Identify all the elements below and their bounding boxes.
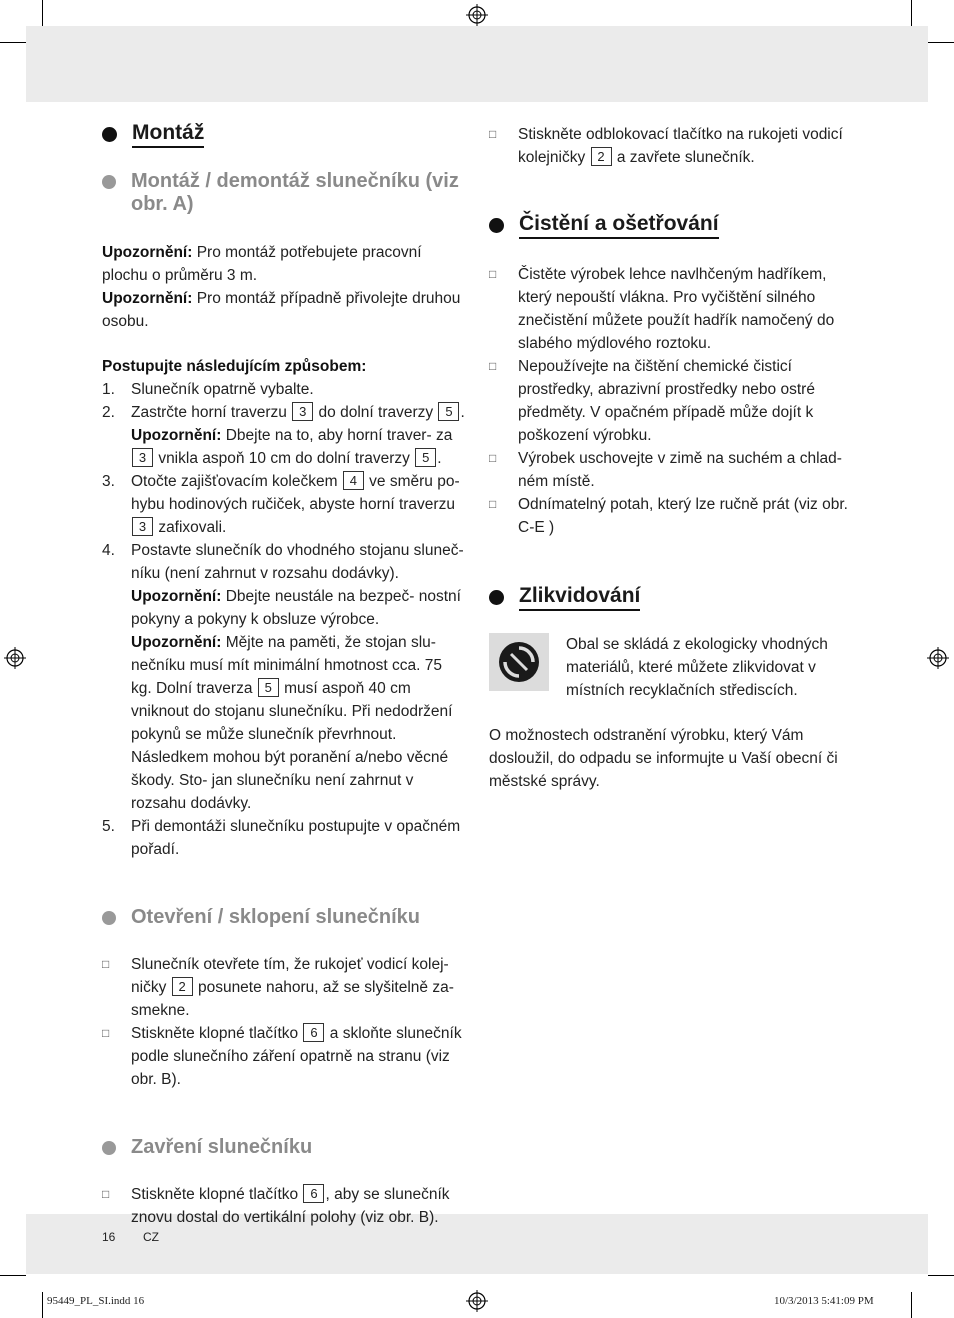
subheading-assembly: Montáž / demontáž slunečníku (viz obr. A): [102, 170, 466, 216]
note-paragraph: Upozornění: Pro montáž případně přivolejte druhou osobu.: [102, 290, 461, 330]
figure-ref-box: 6: [303, 1184, 324, 1203]
list-item: □ Stiskněte klopné tlačítko 6 a skloňte slunečník podle slunečního záření opatrně na stranu (viz obr. B).: [102, 1022, 466, 1091]
list-item: □ Nepoužívejte na čištění chemické čisticí prostředky, abrazivní prostředky nebo ostré předměty. V opačném případě může dojít k poškození výrobku.: [489, 355, 853, 447]
registration-mark-icon: [466, 4, 488, 26]
checkbox-bullet-icon: □: [102, 957, 110, 971]
crop-mark: [928, 1275, 954, 1276]
registration-mark-icon: [927, 647, 949, 669]
language-code: CZ: [143, 1230, 159, 1244]
section-heading-disposal: Zlikvidování: [489, 583, 853, 611]
checkbox-bullet-icon: □: [489, 497, 497, 511]
crop-mark: [0, 1275, 26, 1276]
bullet-dot-icon: [489, 590, 504, 605]
slug-filename: 95449_PL_SI.indd 16: [47, 1295, 145, 1307]
section-heading-assembly: Montáž: [102, 120, 466, 148]
crop-mark: [42, 0, 43, 26]
figure-ref-box: 3: [132, 517, 153, 536]
figure-ref-box: 5: [415, 448, 436, 467]
right-column: □ Stiskněte odblokovací tlačítko na rukojeti vodicí kolejničky 2 a zavřete slunečník. Čistění a ošetřování □ Čistěte výrobek lehce navlhčeným hadříkem, který nepouští vlákna. Pro vyčištění silného znečistění můžete použít hadřík namočený do slabého mýdlového roztoku. □ Nepoužívejte na čištění chemické čisticí prostředky, abrazivní prostředky nebo ostré předměty. V opačném případě může dojít k poškození výrobku. □ Výrobek uschovejte v zimě na suchém a chlad- ném místě. □ Odnímatelný potah, který lze ručně prát (viz obr. C-E ) Zlikvidování Obal se skládá z ekologicky vhodných materiálů, které můžete zlikvidovat v místních recyklačních střediscích. O možnostech odstranění výrobku, který Vám dosloužil, do odpadu se informujte u Vaší obecní či městské správy.: [489, 120, 853, 793]
subheading-open: Otevření / sklopení slunečníku: [102, 906, 466, 929]
figure-ref-box: 6: [303, 1023, 324, 1042]
checkbox-bullet-icon: □: [102, 1187, 110, 1201]
bullet-dot-icon: [102, 911, 116, 925]
procedure-title: Postupujte následujícím způsobem:: [102, 358, 367, 375]
subheading-close: Zavření slunečníku: [102, 1136, 466, 1159]
header-band: [26, 26, 928, 102]
checkbox-bullet-icon: □: [489, 359, 497, 373]
list-item: □ Stiskněte klopné tlačítko 6 , aby se slunečník znovu dostal do vertikální polohy (viz obr. B).: [102, 1183, 466, 1229]
figure-ref-box: 3: [132, 448, 153, 467]
list-item: □ Slunečník otevřete tím, že rukojeť vodicí kolej- ničky 2 posunete nahoru, až se slyšitelně za- smekne.: [102, 953, 466, 1022]
bullet-dot-icon: [489, 218, 504, 233]
registration-mark-icon: [466, 1290, 488, 1312]
list-item: □ Výrobek uschovejte v zimě na suchém a chlad- ném místě.: [489, 447, 853, 493]
registration-mark-icon: [4, 647, 26, 669]
crop-mark: [0, 42, 26, 43]
disposal-block: Obal se skládá z ekologicky vhodných materiálů, které můžete zlikvidovat v místních recyklačních střediscích.: [489, 633, 853, 702]
figure-ref-box: 5: [258, 678, 279, 697]
checkbox-bullet-icon: □: [489, 127, 497, 141]
checkbox-bullet-icon: □: [489, 451, 497, 465]
list-item: 1. Slunečník opatrně vybalte.: [102, 381, 314, 398]
section-heading-cleaning: Čistění a ošetřování: [489, 211, 853, 239]
checkbox-bullet-icon: □: [102, 1026, 110, 1040]
bullet-dot-icon: [102, 175, 116, 189]
list-item: 4. Postavte slunečník do vhodného stojanu sluneč- níku (není zahrnut v rozsahu dodávky). Upozornění: Dbejte neustále na bezpeč- nostní pokyny a pokyny k obsluze výrobce. Upozornění: Mějte na paměti, že stojan slu- nečníku musí mít minimální hmotnost cca. 75 kg. Dolní traverza 5 musí aspoň 40 cm vniknout do stojanu slunečníku. Při nedodržení pokynů se může slunečník převrhnout. Následkem mohou být poranění a/nebo věcné škody. Sto- jan slunečníku není zahrnut v rozsahu dodávky.: [102, 542, 464, 812]
figure-ref-box: 2: [591, 147, 612, 166]
page-number: 16: [102, 1230, 116, 1244]
figure-ref-box: 5: [438, 402, 459, 421]
list-item: 5. Při demontáži slunečníku postupujte v opačném pořadí.: [102, 818, 461, 858]
list-item: □ Odnímatelný potah, který lze ručně prát (viz obr. C-E ): [489, 493, 853, 539]
crop-mark: [911, 1292, 912, 1318]
note-paragraph: Upozornění: Pro montáž potřebujete pracovní plochu o průměru 3 m.: [102, 244, 422, 284]
checkbox-bullet-icon: □: [489, 267, 497, 281]
green-dot-recycling-icon: [489, 633, 549, 691]
crop-mark: [42, 1292, 43, 1318]
crop-mark: [911, 0, 912, 26]
bullet-dot-icon: [102, 1141, 116, 1155]
figure-ref-box: 4: [343, 471, 364, 490]
list-item: 2. Zastrčte horní traverzu 3 do dolní traverzy 5 . Upozornění: Dbejte na to, aby horní traver- za 3 vnikla aspoň 10 cm do dolní traverzy 5 .: [102, 404, 465, 467]
figure-ref-box: 3: [292, 402, 313, 421]
slug-timestamp: 10/3/2013 5:41:09 PM: [774, 1295, 874, 1307]
list-item: □ Čistěte výrobek lehce navlhčeným hadříkem, který nepouští vlákna. Pro vyčištění silného znečistění můžete použít hadřík namočený do slabého mýdlového roztoku.: [489, 263, 853, 355]
figure-ref-box: 2: [172, 977, 193, 996]
left-column: [102, 120, 466, 1229]
list-item: 3. Otočte zajišťovacím kolečkem 4 ve směru po- hybu hodinových ručiček, abyste horní traverzu 3 zafixovali.: [102, 473, 460, 536]
list-item: □ Stiskněte odblokovací tlačítko na rukojeti vodicí kolejničky 2 a zavřete slunečník.: [489, 123, 853, 169]
bullet-dot-icon: [102, 127, 117, 142]
crop-mark: [928, 42, 954, 43]
